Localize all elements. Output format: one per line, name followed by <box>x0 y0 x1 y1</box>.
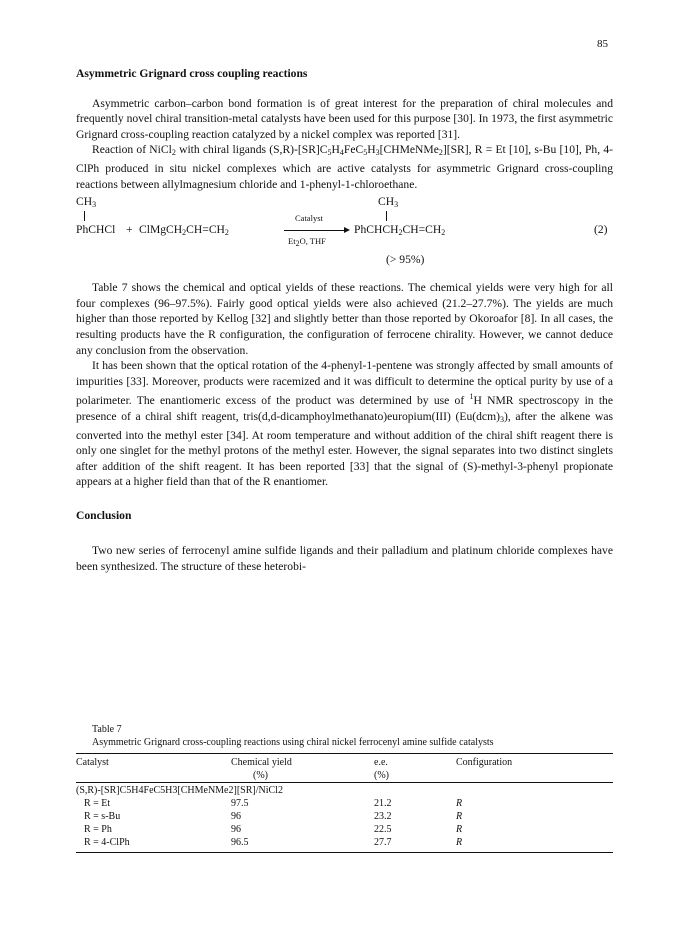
table-bottom-rule <box>76 852 613 853</box>
paragraph-table-discussion: Table 7 shows the chemical and optical yields of these reactions. The chemical yields were very high for all four complexes (96–97.5%). Fairly good optical yields were also achieved (21.2–27.7%). The yields are much higher than those reported by Kellog [32] and slightly better than those reported by Okoroafor [8]. In all cases, the resulting products have the R configuration, the configuration of ferrocene chirality. However, we cannot deduce any conclusion from the observation. <box>76 281 613 357</box>
row-yield: 96.5 <box>231 837 249 848</box>
yield-note: (> 95%) <box>386 253 425 267</box>
page-number: 85 <box>597 38 608 50</box>
row-catalyst: R = 4-ClPh <box>84 837 130 848</box>
bond-left <box>84 211 85 221</box>
header-catalyst: Catalyst <box>76 757 109 768</box>
row-catalyst: R = Et <box>84 798 111 809</box>
paragraph-conclusion: Two new series of ferrocenyl amine sulfide ligands and their palladium and platinum chloride complexes have been synthesized. The structure of these heterobi- <box>76 544 613 574</box>
table-header-rule <box>76 782 613 783</box>
row-ee: 23.2 <box>374 811 392 822</box>
equation-number: (2) <box>594 223 608 237</box>
header-chemical-yield: Chemical yield (%) <box>231 757 292 781</box>
table-caption: Asymmetric Grignard cross-coupling reactions using chiral nickel ferrocenyl amine sulfide catalysts <box>92 737 494 748</box>
reaction-arrow <box>284 230 344 231</box>
table-label: Table 7 <box>92 724 122 735</box>
plus-sign: + <box>126 223 133 237</box>
row-catalyst: R = Ph <box>84 824 112 835</box>
row-ee: 22.5 <box>374 824 392 835</box>
row-yield: 96 <box>231 811 241 822</box>
row-catalyst: R = s-Bu <box>84 811 121 822</box>
table-row <box>76 810 613 823</box>
row-yield: 96 <box>231 824 241 835</box>
article-body <box>76 66 613 575</box>
catalyst-label: Catalyst <box>295 213 323 224</box>
row-ee: 27.7 <box>374 837 392 848</box>
header-configuration: Configuration <box>456 757 513 768</box>
row-config: R <box>456 811 463 822</box>
row-yield: 97.5 <box>231 798 249 809</box>
methyl-group-left: $CH_3$ <box>76 195 97 210</box>
arrow-head <box>344 227 350 233</box>
reactant-grignard: $ClMgCH_2CH=CH_2$ <box>139 223 229 238</box>
bond-right <box>386 211 387 221</box>
table-group-row <box>76 784 613 797</box>
section-heading-grignard: Asymmetric Grignard cross coupling reactions <box>76 67 308 80</box>
reaction-equation <box>76 194 613 276</box>
table-row <box>76 823 613 836</box>
group-label: (S,R)-[SR]C5H4FeC5H3[CHMeNMe2][SR]/NiCl2 <box>76 785 283 796</box>
solvent-label: Et2O, THF <box>288 236 326 249</box>
row-config: R <box>456 798 463 809</box>
section-heading-conclusion: Conclusion <box>76 508 132 522</box>
header-ee: e.e. (%) <box>374 757 389 781</box>
row-config: R <box>456 824 463 835</box>
table-header <box>76 754 613 782</box>
row-ee: 21.2 <box>374 798 392 809</box>
table-row <box>76 836 613 849</box>
product: $PhCHCH_2CH=CH_2$ <box>354 223 446 238</box>
table-7 <box>76 723 613 853</box>
row-config: R <box>456 837 463 848</box>
methyl-group-right: $CH_3$ <box>378 195 399 210</box>
paragraph-intro: Asymmetric carbon–carbon bond formation is of great interest for the preparation of chiral molecules and frequently novel chiral transition-metal catalysts have been used for this purpose [30]. In 1973, the first asymmetric Grignard cross-coupling reaction catalyzed by a nickel complex was reported [31]. <box>76 96 613 141</box>
paragraph-reaction: Reaction of NiCl$_2$ with chiral ligands $(S,R)-[SR]C_5H_4FeC_5H_3[CHMeNMe_2][SR]$, R = Et [10], s-Bu [10], Ph, 4-ClPh produced in situ nickel complexes which are active catalysts for asymmetric Grignard cross-coupling reactions between allylmagnesium chloride and 1-phenyl-1-chloroethane. <box>76 143 613 191</box>
paragraph-optical-purity: It has been shown that the optical rotation of the 4-phenyl-1-pentene was strongly affected by small amounts of impurities [33]. Moreover, products were racemized and it was difficult to determine the optical purity by use of a polarimeter. The enantiomeric excess of the product was determined by use of $^1$H NMR spectroscopy in the presence of a chiral shift reagent, tris(d,d-dicamphoylmethanato)europium(III) $(Eu(dcm)_3)$, after the alkene was converted into the methyl ester [34]. At room temperature and without addition of the chiral shift reagent there is only one singlet for the methyl protons of the methyl ester. However, the signal separates into two distinct singlets after addition of the shift reagent. It has been reported [33] that the signal of (S)-methyl-3-phenyl propionate appears at a higher field than that of the R enantiomer. <box>76 359 614 489</box>
table-row <box>76 797 613 810</box>
reactant-chloride: PhCHCl <box>76 223 116 237</box>
